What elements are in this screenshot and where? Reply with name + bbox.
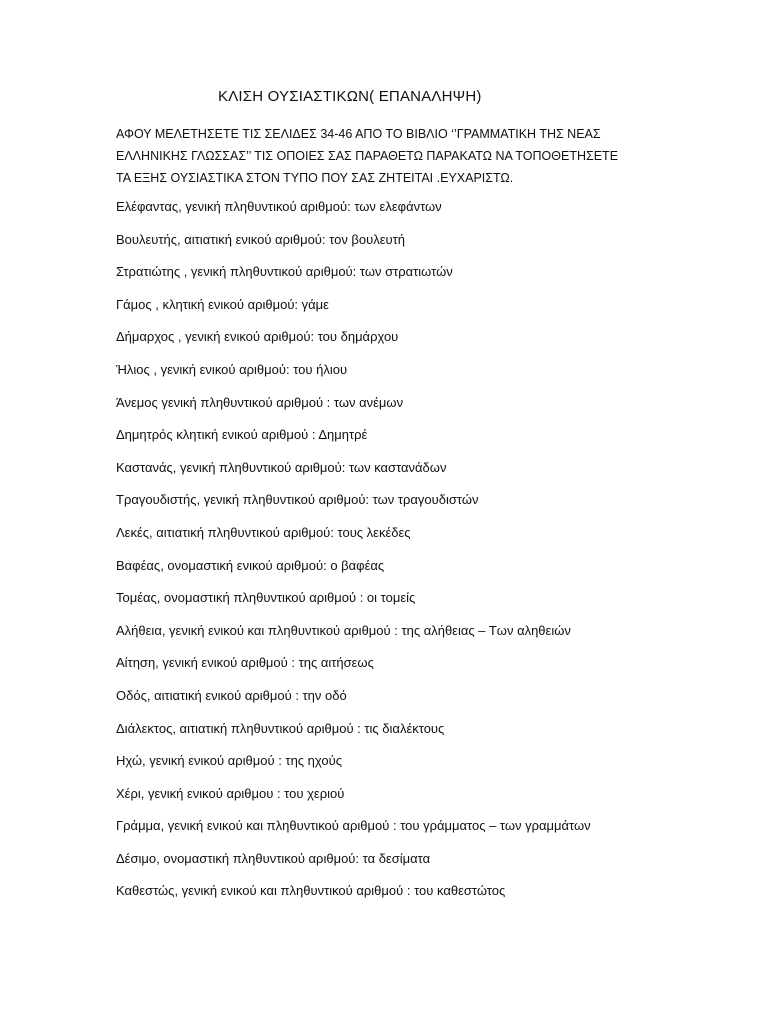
instructions-line: ΤΑ ΕΞΗΣ ΟΥΣΙΑΣΤΙΚΑ ΣΤΟΝ ΤΥΠΟ ΠΟΥ ΣΑΣ ΖΗΤΕΙΤΑΙ .ΕΥΧΑΡΙΣΤΩ. (116, 171, 514, 185)
noun-entry: Βουλευτής, αιτιατική ενικού αριθμού: τον βουλευτή (116, 231, 406, 247)
noun-entry: Βαφέας, ονομαστική ενικού αριθμού: ο βαφέας (116, 557, 385, 573)
document-title: ΚΛΙΣΗ ΟΥΣΙΑΣΤΙΚΩΝ( ΕΠΑΝΑΛΗΨΗ) (218, 88, 482, 105)
noun-entry: Άνεμος γενική πληθυντικού αριθμού : των ανέμων (116, 394, 404, 410)
instructions-paragraph (116, 123, 656, 189)
noun-entry: Γάμος , κλητική ενικού αριθμού: γάμε (116, 296, 329, 312)
noun-entry: Αλήθεια, γενική ενικού και πληθυντικού αριθμού : της αλήθειας – Των αληθειών (116, 622, 571, 638)
noun-entry: Δέσιμο, ονομαστική πληθυντικού αριθμού: τα δεσίματα (116, 850, 431, 866)
noun-entry: Τομέας, ονομαστική πληθυντικού αριθμού : οι τομείς (116, 590, 416, 606)
noun-entry: Ήλιος , γενική ενικού αριθμού: του ήλιου (116, 361, 348, 377)
noun-entry: Δήμαρχος , γενική ενικού αριθμού: του δημάρχου (116, 329, 399, 345)
noun-entry: Ελέφαντας, γενική πληθυντικού αριθμού: των ελεφάντων (116, 199, 442, 214)
noun-entry: Καθεστώς, γενική ενικού και πληθυντικού αριθμού : του καθεστώτος (116, 883, 506, 899)
noun-entry: Τραγουδιστής, γενική πληθυντικού αριθμού: των τραγουδιστών (116, 492, 479, 508)
noun-entry: Λεκές, αιτιατική πληθυντικού αριθμού: τους λεκέδες (116, 524, 411, 540)
noun-entry: Γράμμα, γενική ενικού και πληθυντικού αριθμού : του γράμματος – των γραμμάτων (116, 818, 591, 834)
noun-entry: Ηχώ, γενική ενικού αριθμού : της ηχούς (116, 753, 342, 769)
instructions-line: ΑΦΟΥ ΜΕΛΕΤΗΣΕΤΕ ΤΙΣ ΣΕΛΙΔΕΣ 34-46 ΑΠΟ ΤΟ ΒΙΒΛΙΟ ‘’ΓΡΑΜΜΑΤΙΚΗ ΤΗΣ ΝΕΑΣ (116, 127, 601, 141)
noun-exercise-list (116, 196, 676, 913)
noun-entry: Καστανάς, γενική πληθυντικού αριθμού: των καστανάδων (116, 459, 447, 475)
noun-entry: Χέρι, γενική ενικού αριθμου : του χεριού (116, 785, 345, 801)
noun-entry: Στρατιώτης , γενική πληθυντικού αριθμού: των στρατιωτών (116, 264, 453, 280)
noun-entry: Δημητρός κλητική ενικού αριθμού : Δημητρέ (116, 427, 368, 443)
instructions-line: ΕΛΛΗΝΙΚΗΣ ΓΛΩΣΣΑΣ’’ ΤΙΣ ΟΠΟΙΕΣ ΣΑΣ ΠΑΡΑΘΕΤΩ ΠΑΡΑΚΑΤΩ ΝΑ ΤΟΠΟΘΕΤΗΣΕΤΕ (116, 149, 619, 163)
noun-entry: Οδός, αιτιατική ενικού αριθμού : την οδό (116, 687, 347, 703)
noun-entry: Διάλεκτος, αιτιατική πληθυντικού αριθμού : τις διαλέκτους (116, 720, 445, 736)
noun-entry: Αίτηση, γενική ενικού αριθμού : της αιτήσεως (116, 655, 374, 671)
